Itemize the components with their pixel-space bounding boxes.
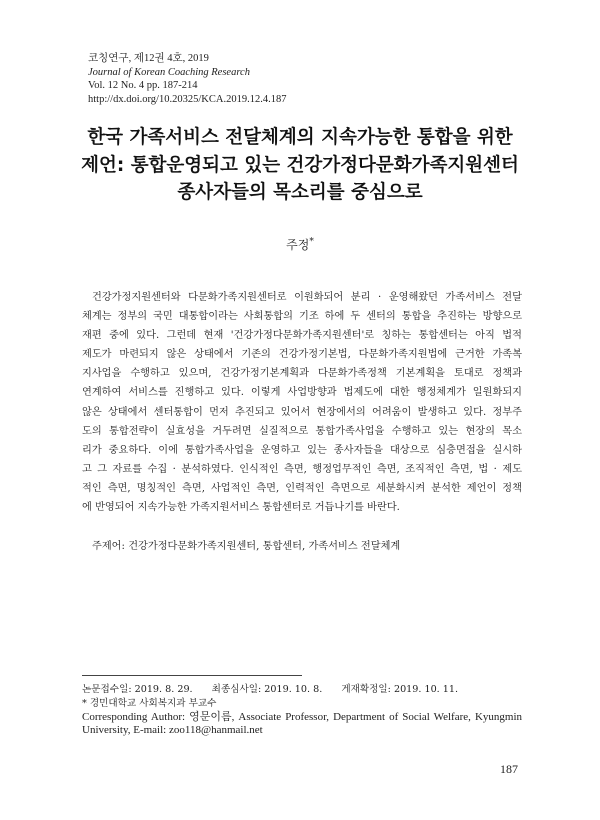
abstract-line: 체계는 정부의 국민 대통합이라는 사회통합의 기조 하에 두 센터의 통합을 추진하는 방향으로 bbox=[82, 311, 522, 323]
author-footnote-mark: * bbox=[309, 237, 314, 247]
title-line-2: 제언: 통합운영되고 있는 건강가정다문화가족지원센터 bbox=[81, 154, 519, 176]
abstract-line: 도의 통합전략이 실효성을 거두려면 실질적으로 통합가족사업을 수행하고 있는 현장의 목소 bbox=[82, 425, 522, 437]
abstract-line: 않은 상태에서 센터통합이 먼저 추진되고 있어서 현장에서의 어려움이 발생하고 있다. 정부주 bbox=[82, 406, 522, 418]
journal-header bbox=[88, 52, 286, 106]
author-affiliation: * 경민대학교 사회복지과 부교수 bbox=[82, 698, 217, 709]
doi-link[interactable]: http://dx.doi.org/10.20325/KCA.2019.12.4.187 bbox=[88, 93, 287, 105]
journal-volume-pages: Vol. 12 No. 4 pp. 187-214 bbox=[88, 80, 198, 92]
corresponding-author bbox=[82, 711, 522, 738]
footnote-dates bbox=[82, 683, 522, 696]
corresponding-author-line-1: Corresponding Author: 영문이름, Associate Professor, Department of Social Welfare, Kyungmin bbox=[82, 711, 522, 723]
abstract-line: 에 반영되어 지속가능한 가족지원서비스 통합센터로 거듭나기를 바란다. bbox=[82, 502, 400, 514]
abstract bbox=[82, 288, 522, 517]
page-number: 187 bbox=[500, 762, 518, 776]
abstract-line: 제도가 마련되지 않은 상태에서 기존의 건강가정기본법, 다문화가족지원법에 근거한 가족복 bbox=[82, 349, 522, 361]
abstract-line: 연계하여 서비스를 진행하고 있다. 이렇게 사업방향과 법제도에 대한 행정체계가 일원화되지 bbox=[82, 387, 522, 399]
journal-name: Journal of Korean Coaching Research bbox=[88, 66, 250, 78]
accepted-date: 게재확정일: 2019. 10. 11. bbox=[341, 684, 459, 695]
author-name: 주정 bbox=[286, 238, 310, 252]
keywords: 주제어: 건강가정다문화가족지원센터, 통합센터, 가족서비스 전달체계 bbox=[92, 541, 401, 552]
abstract-line: 리가 중요하다. 이에 통합가족사업을 운영하고 있는 종사자들을 대상으로 심층면접을 실시하 bbox=[82, 444, 522, 456]
abstract-line: 건강가정지원센터와 다문화가족지원센터로 이원화되어 분리 · 운영해왔던 가족서비스 전달 bbox=[92, 292, 522, 303]
author bbox=[0, 236, 600, 253]
abstract-line: 고 그 자료를 수집 · 분석하였다. 인식적인 측면, 행정업무적인 측면, 조직적인 측면, 법 · 제도 bbox=[82, 463, 522, 475]
paper-title bbox=[40, 124, 560, 207]
reviewed-date: 최종심사일: 2019. 10. 8. bbox=[211, 684, 323, 695]
footnote-divider bbox=[82, 675, 302, 676]
received-date: 논문접수일: 2019. 8. 29. bbox=[82, 684, 193, 695]
abstract-line: 적인 측면, 명칭적인 측면, 사업적인 측면, 인력적인 측면으로 세분화시켜 분석한 제언이 정책 bbox=[82, 482, 522, 494]
abstract-line: 재편 중에 있다. 그런데 현재 '건강가정다문화가족지원센터'로 칭하는 통합센터는 아직 법적 bbox=[82, 330, 522, 342]
corresponding-author-line-2: University, E-mail: zoo118@hanmail.net bbox=[82, 724, 263, 737]
title-line-1: 한국 가족서비스 전달체계의 지속가능한 통합을 위한 bbox=[87, 127, 513, 148]
journal-volume-korean: 코칭연구, 제12권 4호, 2019 bbox=[88, 53, 209, 64]
abstract-line: 지사업을 수행하고 있으며, 건강가정기본계획과 다문화가족정책 기본계획을 토대로 정책과 bbox=[82, 368, 522, 380]
title-line-3: 종사자들의 목소리를 중심으로 bbox=[177, 182, 423, 203]
